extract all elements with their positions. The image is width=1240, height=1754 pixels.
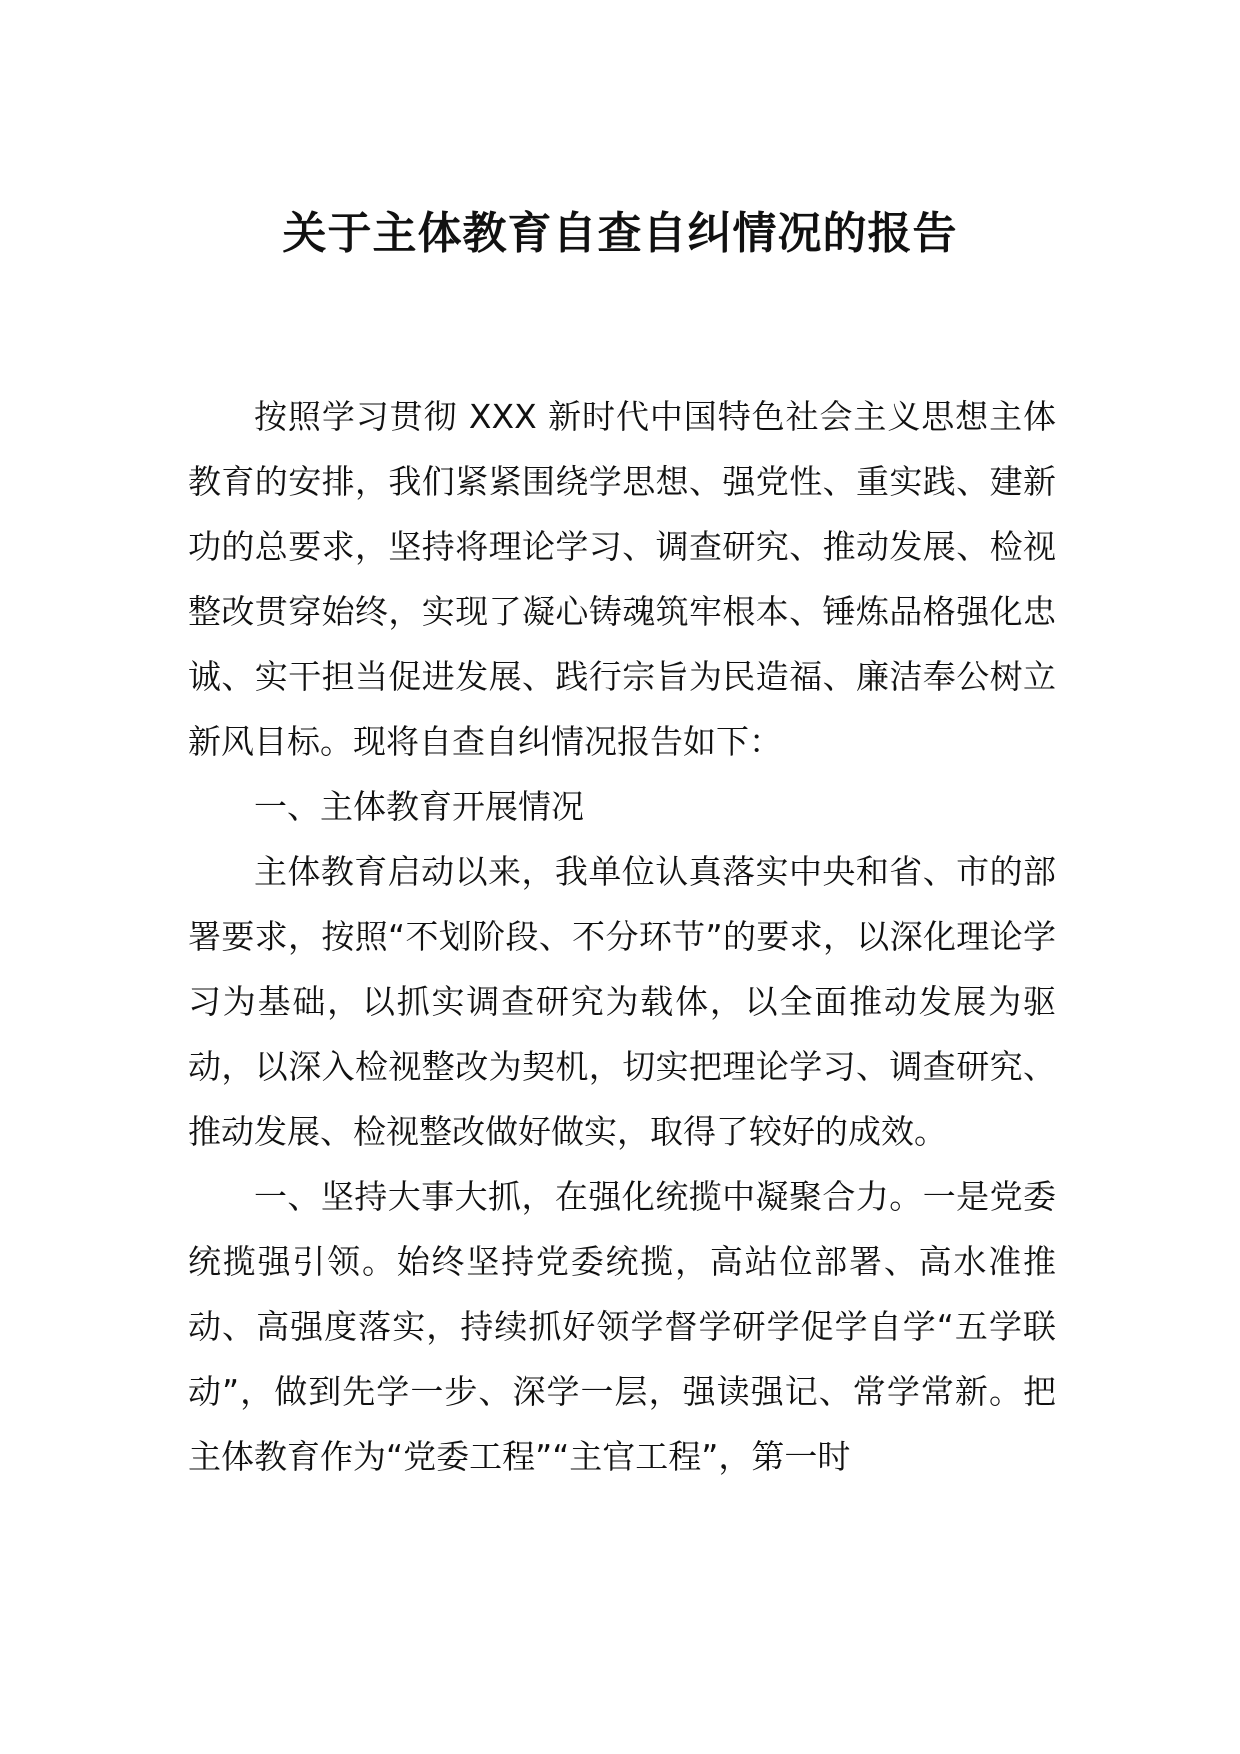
document-title: 关于主体教育自查自纠情况的报告 [282, 208, 958, 259]
document-body [188, 384, 1056, 1489]
section-heading: 一、主体教育开展情况 [254, 787, 584, 826]
section-paragraph: 主体教育启动以来，我单位认真落实中央和省、市的部署要求，按照“不划阶段、不分环节”的要求，以深化理论学习为基础，以抓实调查研究为载体，以全面推动发展为驱动，以深入检视整改为契机，切实把理论学习、调查研究、推动发展、检视整改做好做实，取得了较好的成效。 [188, 852, 1056, 1151]
subsection-paragraph: 一、坚持大事大抓，在强化统揽中凝聚合力。一是党委统揽强引领。始终坚持党委统揽，高站位部署、高水准推动、高强度落实，持续抓好领学督学研学促学自学“五学联动”，做到先学一步、深学一层，强读强记、常学常新。把主体教育作为“党委工程”“主官工程”，第一时 [188, 1177, 1056, 1476]
intro-paragraph: 按照学习贯彻 XXX 新时代中国特色社会主义思想主体教育的安排，我们紧紧围绕学思想、强党性、重实践、建新功的总要求，坚持将理论学习、调查研究、推动发展、检视整改贯穿始终，实现了凝心铸魂筑牢根本、锤炼品格强化忠诚、实干担当促进发展、践行宗旨为民造福、廉洁奉公树立新风目标。现将自查自纠情况报告如下： [188, 397, 1056, 761]
